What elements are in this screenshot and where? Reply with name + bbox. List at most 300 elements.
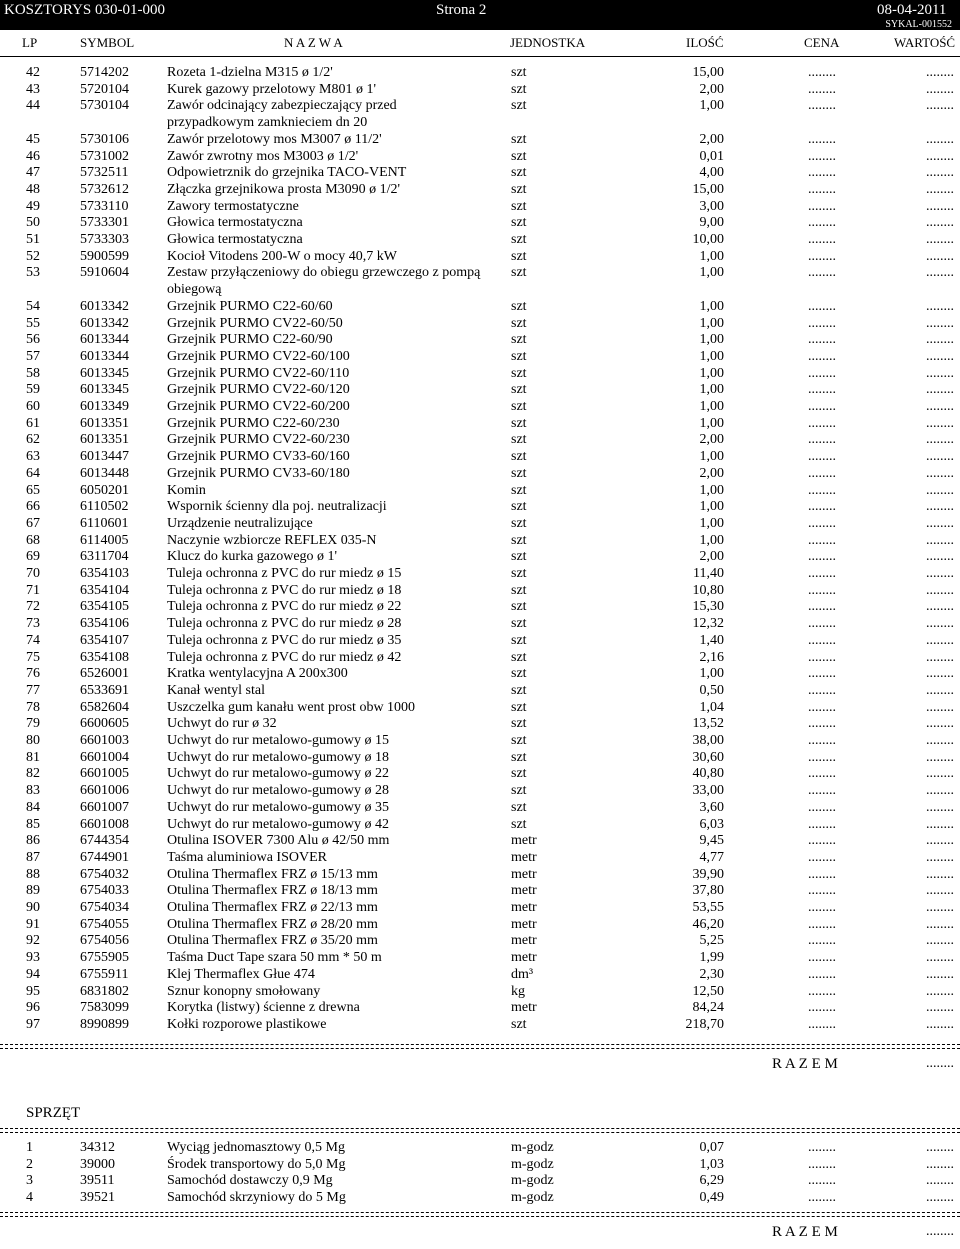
row-name: Zawór przelotowy mos M3007 ø 11/2': [167, 131, 382, 147]
row-value: ........: [926, 916, 954, 932]
row-value: ........: [926, 632, 954, 648]
row-symbol: 34312: [80, 1140, 115, 1155]
row-value: ........: [926, 98, 954, 114]
row-unit: metr: [511, 866, 537, 882]
row-unit: szt: [511, 265, 527, 281]
row-price: ........: [808, 1156, 836, 1172]
row-price: ........: [808, 165, 836, 181]
row-lp: 74: [26, 632, 40, 648]
row-qty: 1,00: [699, 332, 724, 348]
row-value: ........: [926, 65, 954, 80]
row-value: ........: [926, 1173, 954, 1189]
document-code: SYKAL-001552: [885, 19, 952, 30]
row-name: Uchwyt do rur metalowo-gumowy ø 35: [167, 799, 390, 815]
row-price: ........: [808, 482, 836, 498]
row-value: ........: [926, 716, 954, 732]
row-value: ........: [926, 382, 954, 398]
row-lp: 87: [26, 849, 40, 865]
row-symbol: 6354106: [80, 616, 129, 632]
row-qty: 1,00: [699, 315, 724, 331]
row-qty: 0,01: [699, 148, 724, 164]
row-price: ........: [808, 1173, 836, 1189]
row-unit: szt: [511, 165, 527, 181]
row-unit: szt: [511, 515, 527, 531]
row-value: ........: [926, 148, 954, 164]
row-unit: szt: [511, 1016, 527, 1032]
row-price: ........: [808, 265, 836, 281]
row-value: ........: [926, 833, 954, 849]
row-symbol: 39511: [80, 1173, 115, 1189]
row-lp: 56: [26, 332, 40, 348]
row-qty: 12,32: [692, 616, 724, 632]
row-symbol: 6013342: [80, 315, 129, 331]
row-value: ........: [926, 81, 954, 97]
row-lp: 69: [26, 549, 40, 565]
row-value: ........: [926, 482, 954, 498]
row-lp: 55: [26, 315, 40, 331]
row-unit: szt: [511, 81, 527, 97]
row-price: ........: [808, 315, 836, 331]
row-symbol: 6754032: [80, 866, 129, 882]
row-qty: 1,00: [699, 482, 724, 498]
row-symbol: 6601005: [80, 766, 129, 782]
row-lp: 85: [26, 816, 40, 832]
row-value: ........: [926, 181, 954, 197]
row-qty: 2,00: [699, 81, 724, 97]
row-qty: 84,24: [692, 1000, 724, 1016]
row-price: ........: [808, 332, 836, 348]
row-unit: szt: [511, 348, 527, 364]
row-price: ........: [808, 699, 836, 715]
row-unit: szt: [511, 482, 527, 498]
row-symbol: 5733303: [80, 232, 129, 247]
row-lp: 76: [26, 666, 40, 682]
row-lp: 75: [26, 649, 40, 665]
row-symbol: 6831802: [80, 983, 129, 999]
row-unit: kg: [511, 983, 525, 999]
row-value: ........: [926, 332, 954, 348]
row-qty: 33,00: [692, 783, 724, 799]
row-name: Tuleja ochronna z PVC do rur miedz ø 22: [167, 599, 402, 615]
row-value: ........: [926, 198, 954, 214]
row-qty: 1,00: [699, 382, 724, 398]
row-name: Kanał wentyl stal: [167, 682, 265, 698]
row-unit: szt: [511, 148, 527, 164]
row-qty: 4,77: [699, 849, 724, 865]
row-name: Grzejnik PURMO CV22-60/110: [167, 365, 350, 381]
row-symbol: 6755905: [80, 950, 129, 966]
row-qty: 0,50: [699, 682, 724, 698]
row-qty: 0,49: [699, 1190, 724, 1206]
row-lp: 67: [26, 515, 40, 531]
row-qty: 12,50: [692, 983, 724, 999]
row-name: Grzejnik PURMO C22-60/90: [167, 332, 333, 348]
row-lp: 73: [26, 616, 40, 632]
row-qty: 38,00: [692, 733, 724, 748]
row-symbol: 6754056: [80, 933, 129, 949]
row-lp: 51: [26, 232, 40, 247]
row-name: Kurek gazowy przelotowy M801 ø 1': [167, 81, 376, 97]
row-symbol: 6013342: [80, 298, 129, 314]
row-name: Otulina Thermaflex FRZ ø 28/20 mm: [167, 916, 378, 932]
row-lp: 57: [26, 348, 40, 364]
row-symbol: 8990899: [80, 1016, 129, 1032]
row-lp: 91: [26, 916, 40, 932]
row-price: ........: [808, 65, 836, 80]
row-value: ........: [926, 399, 954, 414]
razem-label: R A Z E M: [772, 1224, 838, 1240]
row-lp: 54: [26, 298, 40, 314]
row-lp: 66: [26, 499, 40, 515]
row-qty: 13,52: [692, 716, 724, 732]
row-lp: 46: [26, 148, 40, 164]
row-lp: 52: [26, 248, 40, 264]
row-price: ........: [808, 98, 836, 114]
row-unit: szt: [511, 599, 527, 615]
row-value: ........: [926, 582, 954, 598]
row-unit: szt: [511, 315, 527, 331]
row-unit: szt: [511, 382, 527, 398]
row-symbol: 6013351: [80, 415, 129, 431]
row-unit: szt: [511, 749, 527, 765]
row-qty: 1,00: [699, 499, 724, 515]
row-value: ........: [926, 248, 954, 264]
row-name: Sznur konopny smołowany: [167, 983, 321, 999]
row-lp: 96: [26, 1000, 40, 1016]
row-symbol: 5732612: [80, 181, 129, 197]
row-qty: 10,80: [692, 582, 724, 598]
row-name: Grzejnik PURMO CV22-60/100: [167, 348, 350, 364]
row-price: ........: [808, 666, 836, 682]
row-price: ........: [808, 131, 836, 147]
row-name: Otulina Thermaflex FRZ ø 15/13 mm: [167, 866, 378, 882]
row-price: ........: [808, 1016, 836, 1032]
row-qty: 15,00: [692, 65, 724, 80]
row-unit: metr: [511, 849, 537, 865]
row-unit: szt: [511, 365, 527, 381]
row-unit: szt: [511, 682, 527, 698]
row-price: ........: [808, 816, 836, 832]
row-lp: 79: [26, 716, 40, 732]
row-qty: 1,00: [699, 399, 724, 414]
row-lp: 90: [26, 900, 40, 915]
row-unit: dm³: [511, 966, 534, 982]
row-value: ........: [926, 933, 954, 949]
row-qty: 10,00: [692, 232, 724, 247]
row-qty: 40,80: [692, 766, 724, 782]
row-value: ........: [926, 265, 954, 281]
row-lp: 59: [26, 382, 40, 398]
row-qty: 15,00: [692, 181, 724, 197]
row-lp: 93: [26, 950, 40, 966]
row-name: Samochód skrzyniowy do 5 Mg: [167, 1190, 346, 1206]
razem-label: R A Z E M: [772, 1056, 838, 1072]
row-value: ........: [926, 415, 954, 431]
row-unit: metr: [511, 916, 537, 932]
col-header-value: WARTOŚĆ: [894, 35, 956, 50]
row-name: Uszczelka gum kanału went prost obw 1000: [167, 699, 416, 715]
row-qty: 4,00: [699, 165, 724, 181]
row-lp: 62: [26, 432, 40, 448]
row-price: ........: [808, 449, 836, 465]
row-unit: metr: [511, 1000, 537, 1016]
row-price: ........: [808, 900, 836, 915]
row-price: ........: [808, 348, 836, 364]
row-lp: 94: [26, 966, 40, 982]
row-name: Kołki rozporowe plastikowe: [167, 1016, 327, 1032]
row-lp: 95: [26, 983, 40, 999]
row-qty: 2,00: [699, 131, 724, 147]
row-symbol: 6013349: [80, 399, 129, 414]
row-price: ........: [808, 566, 836, 581]
row-lp: 97: [26, 1016, 40, 1032]
row-name: Otulina Thermaflex FRZ ø 35/20 mm: [167, 933, 378, 949]
row-price: ........: [808, 549, 836, 565]
row-name: Uchwyt do rur metalowo-gumowy ø 28: [167, 783, 390, 799]
row-name: Grzejnik PURMO CV22-60/200: [167, 399, 350, 414]
row-lp: 49: [26, 198, 40, 214]
row-value: ........: [926, 649, 954, 665]
row-unit: szt: [511, 181, 527, 197]
row-qty: 53,55: [692, 900, 724, 915]
row-name: Grzejnik PURMO C22-60/60: [167, 298, 333, 314]
row-value: ........: [926, 733, 954, 748]
row-price: ........: [808, 632, 836, 648]
page-number: Strona 2: [436, 2, 487, 18]
row-qty: 1,00: [699, 98, 724, 114]
document-date: 08-04-2011: [877, 2, 947, 18]
row-qty: 5,25: [699, 933, 724, 949]
row-value: ........: [926, 883, 954, 899]
row-unit: szt: [511, 499, 527, 515]
row-unit: metr: [511, 900, 537, 915]
row-lp: 47: [26, 165, 40, 181]
row-lp: 70: [26, 566, 40, 581]
row-symbol: 6311704: [80, 549, 129, 565]
row-lp: 48: [26, 181, 40, 197]
row-symbol: 5731002: [80, 148, 129, 164]
row-price: ........: [808, 950, 836, 966]
row-name: Wspornik ścienny dla poj. neutralizacji: [167, 499, 387, 515]
row-price: ........: [808, 682, 836, 698]
row-name: Grzejnik PURMO CV22-60/120: [167, 382, 350, 398]
row-qty: 15,30: [692, 599, 724, 615]
row-price: ........: [808, 1140, 836, 1155]
row-price: ........: [808, 432, 836, 448]
row-name: Otulina Thermaflex FRZ ø 22/13 mm: [167, 900, 378, 915]
row-price: ........: [808, 749, 836, 765]
row-value: ........: [926, 599, 954, 615]
row-symbol: 5714202: [80, 65, 129, 80]
row-lp: 89: [26, 883, 40, 899]
row-name: Grzejnik PURMO CV22-60/50: [167, 315, 343, 331]
row-symbol: 6354103: [80, 566, 129, 581]
row-value: ........: [926, 1190, 954, 1206]
row-qty: 1,04: [699, 699, 724, 715]
row-lp: 50: [26, 215, 40, 231]
row-price: ........: [808, 181, 836, 197]
row-name: Grzejnik PURMO CV33-60/160: [167, 449, 350, 465]
row-lp: 58: [26, 365, 40, 381]
row-price: ........: [808, 532, 836, 548]
row-qty: 30,60: [692, 749, 724, 765]
row-lp: 2: [26, 1156, 33, 1172]
row-value: ........: [926, 799, 954, 815]
row-name: Zawór odcinający zabezpieczający przed przypadkowym zamknieciem dn 20: [167, 98, 397, 131]
row-unit: m-godz: [511, 1140, 554, 1155]
row-price: ........: [808, 298, 836, 314]
row-qty: 1,40: [699, 632, 724, 648]
row-price: ........: [808, 198, 836, 214]
row-unit: szt: [511, 632, 527, 648]
row-name: Komin: [167, 482, 206, 498]
row-symbol: 7583099: [80, 1000, 129, 1016]
row-qty: 6,29: [699, 1173, 724, 1189]
row-lp: 45: [26, 131, 40, 147]
row-symbol: 6013351: [80, 432, 129, 448]
row-lp: 78: [26, 699, 40, 715]
row-symbol: 5910604: [80, 265, 129, 281]
row-symbol: 6526001: [80, 666, 129, 682]
row-price: ........: [808, 415, 836, 431]
row-name: Samochód dostawczy 0,9 Mg: [167, 1173, 333, 1189]
row-name: Kratka wentylacyjna A 200x300: [167, 666, 348, 682]
row-lp: 71: [26, 582, 40, 598]
row-symbol: 6754034: [80, 900, 129, 915]
col-header-price: CENA: [804, 35, 840, 50]
row-lp: 63: [26, 449, 40, 465]
row-symbol: 6601007: [80, 799, 129, 815]
row-price: ........: [808, 382, 836, 398]
row-price: ........: [808, 766, 836, 782]
row-lp: 84: [26, 799, 40, 815]
row-symbol: 6013344: [80, 348, 129, 364]
row-name: Zestaw przyłączeniowy do obiegu grzewczego z pompą obiegową: [167, 265, 481, 298]
row-qty: 1,00: [699, 348, 724, 364]
row-qty: 6,03: [699, 816, 724, 832]
row-lp: 64: [26, 465, 40, 481]
row-unit: metr: [511, 833, 537, 849]
row-symbol: 5900599: [80, 248, 129, 264]
row-value: ........: [926, 549, 954, 565]
razem-value: ........: [926, 1056, 954, 1071]
row-qty: 1,00: [699, 365, 724, 381]
row-lp: 43: [26, 81, 40, 97]
row-lp: 77: [26, 682, 40, 698]
row-symbol: 6755911: [80, 966, 129, 982]
row-unit: szt: [511, 666, 527, 682]
row-price: ........: [808, 365, 836, 381]
row-name: Urządzenie neutralizujące: [167, 515, 313, 531]
row-name: Zawór zwrotny mos M3003 ø 1/2': [167, 148, 359, 164]
row-symbol: 6600605: [80, 716, 129, 732]
row-price: ........: [808, 983, 836, 999]
row-value: ........: [926, 1156, 954, 1172]
col-header-symbol: SYMBOL: [80, 35, 135, 50]
row-name: Uchwyt do rur metalowo-gumowy ø 22: [167, 766, 390, 782]
row-name: Korytka (listwy) ścienne z drewna: [167, 1000, 360, 1016]
row-unit: m-godz: [511, 1173, 554, 1189]
row-price: ........: [808, 866, 836, 882]
row-unit: szt: [511, 649, 527, 665]
row-qty: 1,00: [699, 248, 724, 264]
row-unit: szt: [511, 248, 527, 264]
row-price: ........: [808, 849, 836, 865]
row-name: Klej Thermaflex Głue 474: [167, 966, 315, 982]
row-name: Uchwyt do rur metalowo-gumowy ø 18: [167, 749, 390, 765]
row-lp: 81: [26, 749, 40, 765]
row-value: ........: [926, 432, 954, 448]
row-qty: 1,00: [699, 298, 724, 314]
row-symbol: 6050201: [80, 482, 129, 498]
row-value: ........: [926, 449, 954, 465]
row-qty: 37,80: [692, 883, 724, 899]
row-symbol: 6110601: [80, 515, 129, 531]
row-price: ........: [808, 883, 836, 899]
row-lp: 68: [26, 532, 40, 548]
row-lp: 60: [26, 399, 40, 414]
row-name: Rozeta 1-dzielna M315 ø 1/2': [167, 65, 333, 80]
row-value: ........: [926, 816, 954, 832]
row-symbol: 6754055: [80, 916, 129, 932]
row-unit: szt: [511, 799, 527, 815]
row-name: Uchwyt do rur metalowo-gumowy ø 15: [167, 733, 390, 748]
row-lp: 65: [26, 482, 40, 498]
row-qty: 9,00: [699, 215, 724, 231]
row-value: ........: [926, 532, 954, 548]
row-qty: 3,60: [699, 799, 724, 815]
row-unit: szt: [511, 532, 527, 548]
row-price: ........: [808, 933, 836, 949]
row-symbol: 6754033: [80, 883, 129, 899]
row-symbol: 6582604: [80, 699, 129, 715]
row-qty: 1,03: [699, 1156, 724, 1172]
row-unit: szt: [511, 816, 527, 832]
row-symbol: 6013345: [80, 382, 129, 398]
row-value: ........: [926, 298, 954, 314]
row-value: ........: [926, 749, 954, 765]
row-value: ........: [926, 499, 954, 515]
row-symbol: 6013447: [80, 449, 129, 465]
row-qty: 1,00: [699, 415, 724, 431]
row-qty: 218,70: [685, 1016, 724, 1032]
row-price: ........: [808, 599, 836, 615]
row-symbol: 6013345: [80, 365, 129, 381]
row-name: Grzejnik PURMO CV22-60/230: [167, 432, 350, 448]
row-name: Uchwyt do rur ø 32: [167, 716, 277, 732]
row-lp: 83: [26, 783, 40, 799]
row-symbol: 6354108: [80, 649, 129, 665]
row-lp: 86: [26, 833, 40, 849]
row-lp: 80: [26, 733, 40, 748]
row-value: ........: [926, 900, 954, 915]
row-value: ........: [926, 232, 954, 247]
row-value: ........: [926, 1000, 954, 1016]
row-qty: 46,20: [692, 916, 724, 932]
row-unit: metr: [511, 933, 537, 949]
row-name: Wyciąg jednomasztowy 0,5 Mg: [167, 1140, 346, 1155]
row-symbol: 6013448: [80, 465, 129, 481]
row-name: Grzejnik PURMO CV33-60/180: [167, 465, 350, 481]
row-price: ........: [808, 499, 836, 515]
row-qty: 11,40: [693, 566, 724, 581]
row-value: ........: [926, 1140, 954, 1155]
row-unit: szt: [511, 766, 527, 782]
row-name: Tuleja ochronna z PVC do rur miedz ø 18: [167, 582, 402, 598]
row-value: ........: [926, 699, 954, 715]
row-unit: szt: [511, 449, 527, 465]
row-unit: szt: [511, 131, 527, 147]
